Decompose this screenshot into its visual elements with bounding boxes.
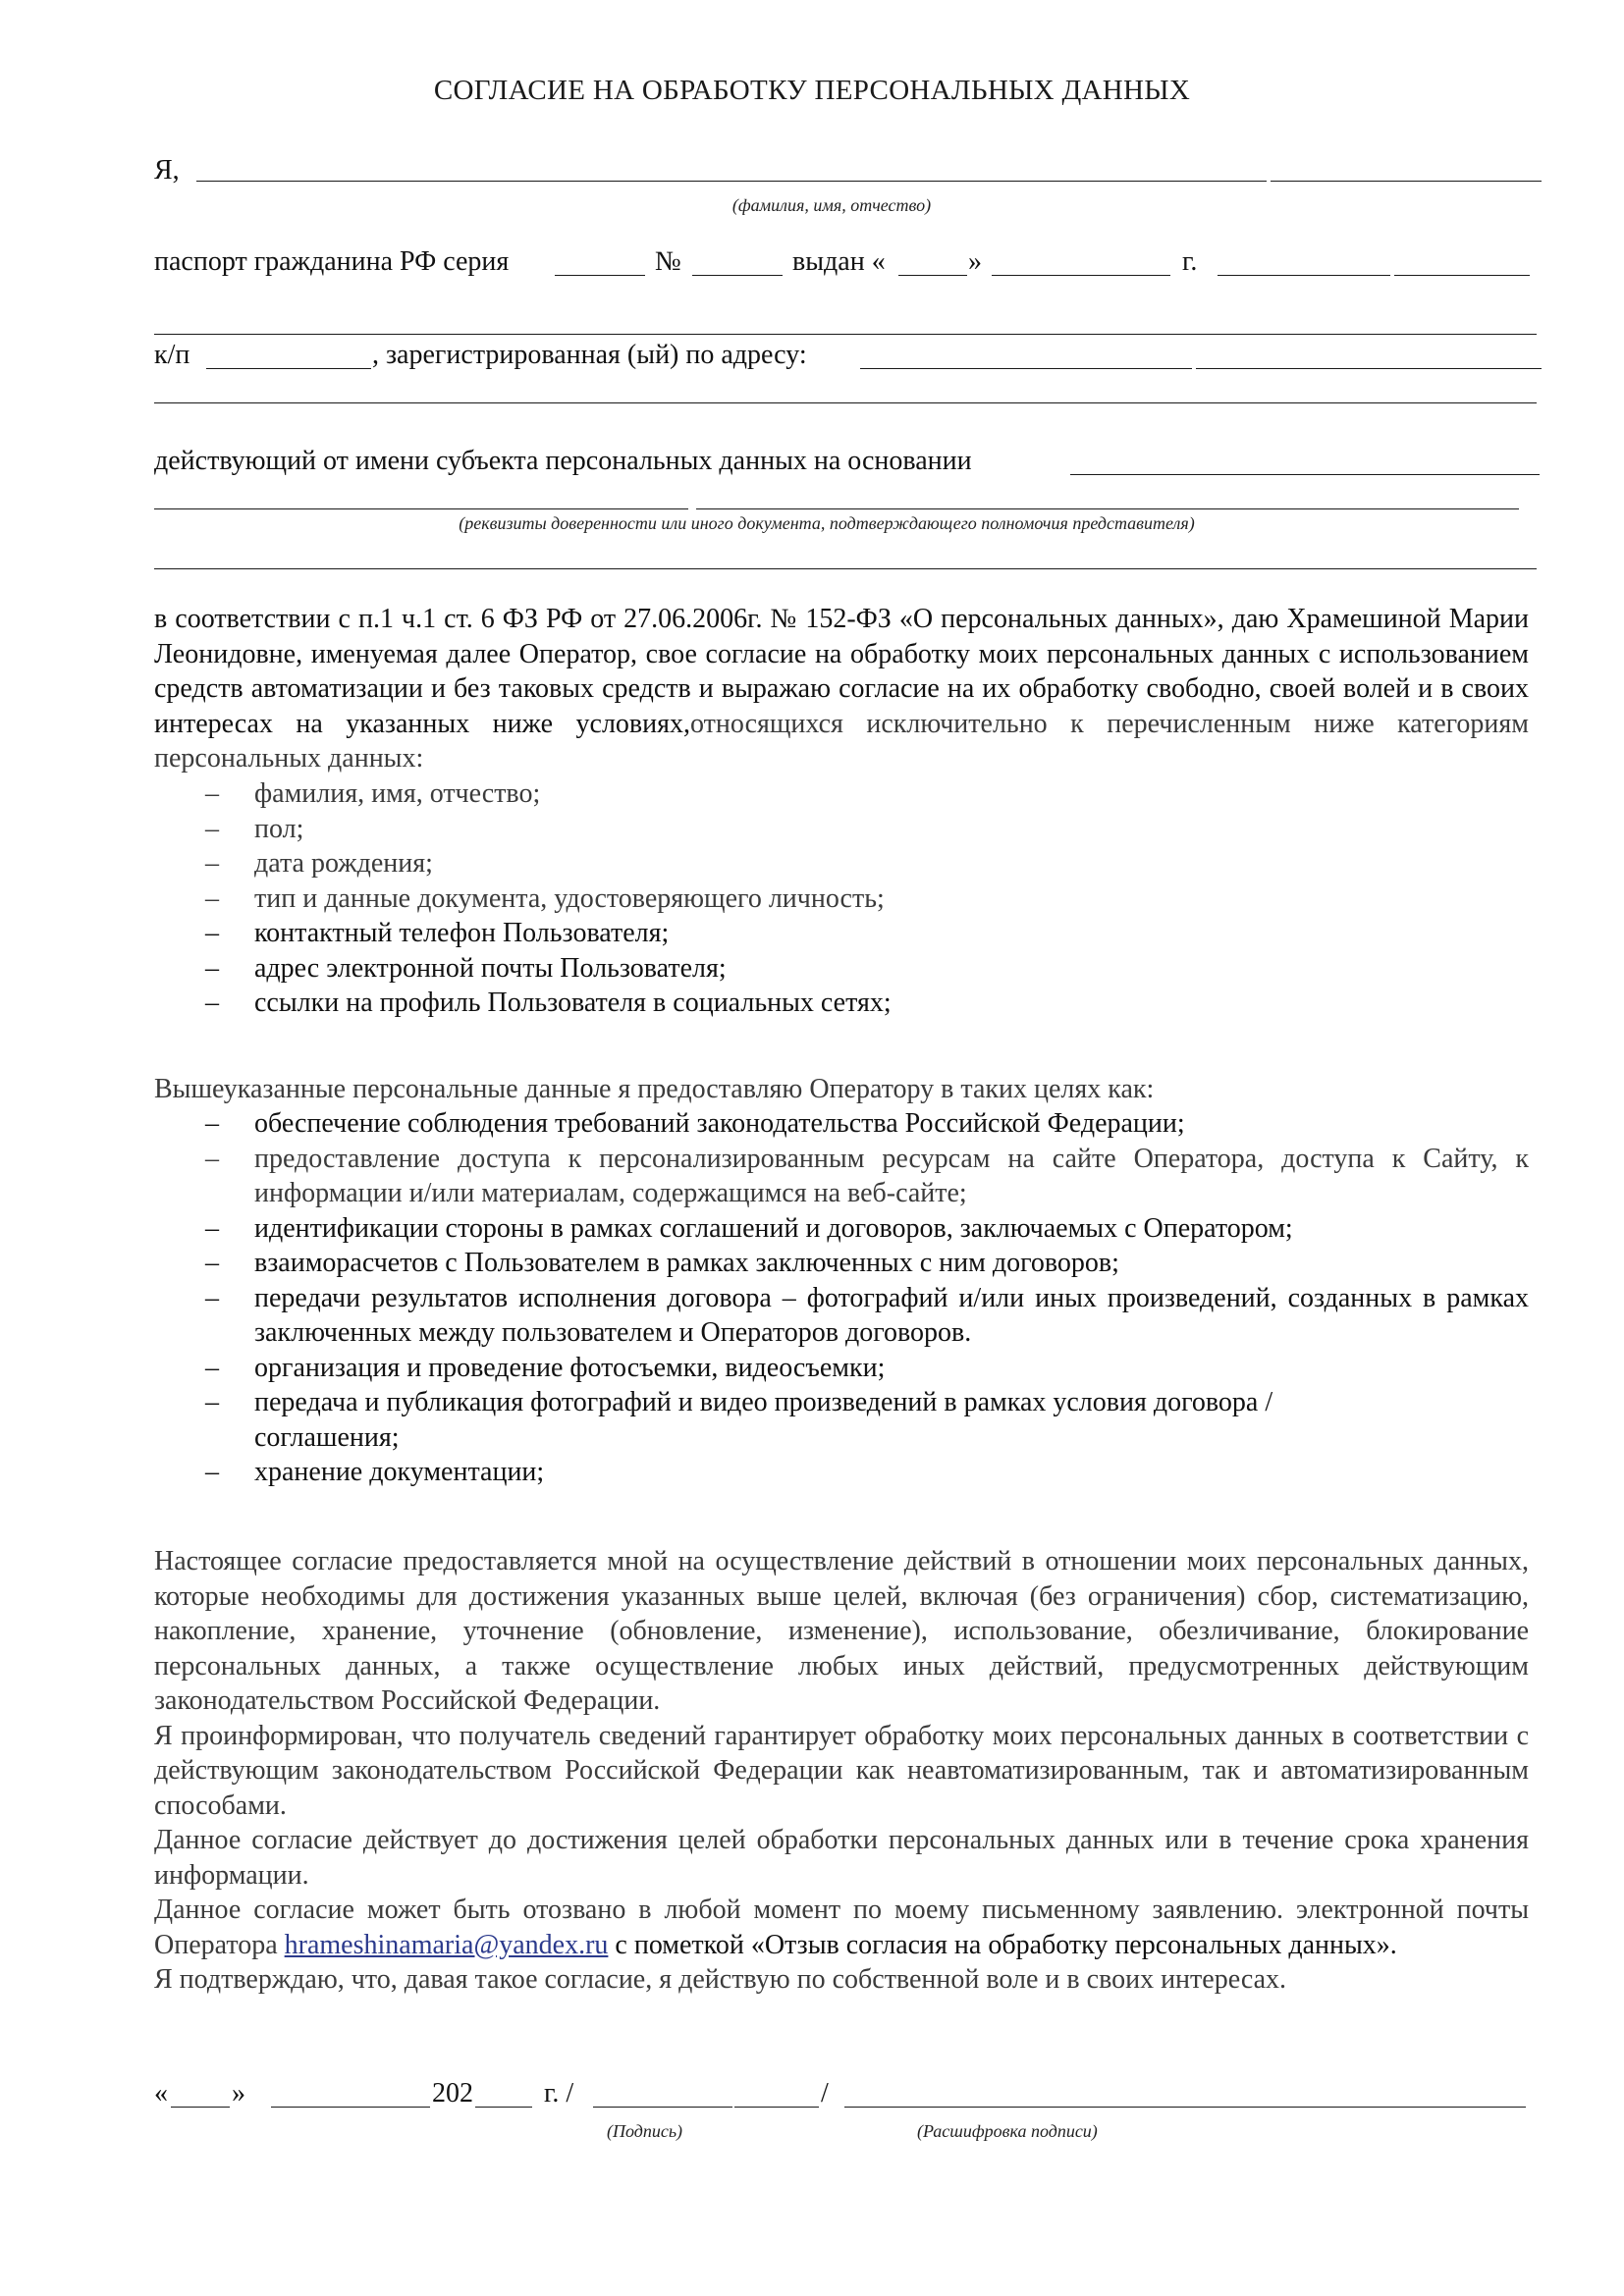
- dash-bullet: –: [205, 778, 219, 809]
- list-item: – тип и данные документа, удостоверяющего личность;: [154, 881, 1529, 917]
- dash-bullet: –: [205, 848, 219, 879]
- date-close-quote: »: [232, 2078, 245, 2109]
- basis-field[interactable]: [1070, 474, 1540, 475]
- list-item: – обеспечение соблюдения требований законодательства Российской Федерации;: [154, 1106, 1529, 1142]
- year-suffix: г. /: [544, 2078, 574, 2109]
- hint-decoding: (Расшифровка подписи): [917, 2121, 1098, 2141]
- list-item: – ссылки на профиль Пользователя в социальных сетях;: [154, 986, 1529, 1021]
- issued-month-field[interactable]: [992, 275, 1170, 276]
- dash-bullet: –: [205, 952, 219, 984]
- dash-bullet: –: [205, 1457, 219, 1487]
- year-prefix: 202: [432, 2078, 473, 2109]
- consent-text: в соответствии с п.1 ч.1 ст. 6 ФЗ РФ от 27.06.2006г. № 152-ФЗ «О персональных данных», даю Храмешиной Марии Леонидовне, именуемая далее Оператор, свое согласие на обработку моих персональных данных с использованием средств автоматизации и без таковых средств и выражаю согласие на их обработку свободно, своей волей и в своих интересах на указанных ниже: [154, 604, 1529, 739]
- issued-by-continuation[interactable]: [154, 334, 1537, 335]
- signature-decoding-field[interactable]: [844, 2107, 1526, 2108]
- list-item: – дата рождения;: [154, 846, 1529, 881]
- passport-label: паспорт гражданина РФ серия: [154, 246, 510, 277]
- kp-label: к/п: [154, 340, 190, 370]
- signature-year-field[interactable]: [475, 2107, 532, 2108]
- dash-bullet: –: [205, 988, 219, 1018]
- address-continuation[interactable]: [154, 402, 1537, 403]
- paragraph-consent-actions: Настоящее согласие предоставляется мной на осуществление действий в отношении моих персональных данных, которые необходимы для достижения указанных выше целей, включая (без ограничения) сбор, систематизацию, накопление, хранение, уточнение (обновление, изменение), использование, обезличивание, блокирование персональных данных, а также осуществление любых иных действий, предусмотренных действующим законодательством Российской Федерации.: [154, 1546, 1529, 1716]
- dash-bullet: –: [205, 1282, 219, 1313]
- acting-label: действующий от имени субъекта персональных данных на основании: [154, 446, 972, 476]
- requisites-continuation[interactable]: [154, 568, 1537, 569]
- issued-label: выдан «: [792, 246, 886, 277]
- hint-signature: (Подпись): [607, 2121, 683, 2141]
- prefix-ya: Я,: [154, 155, 180, 186]
- consent-categories-intro: относящихся исключительно к перечисленным ниже категориям персональных данных:: [154, 708, 1530, 774]
- paragraph-confirmation: Я подтверждаю, что, давая такое согласие, я действую по собственной воле и в своих интересах.: [154, 1964, 1287, 1995]
- passport-number-field[interactable]: [692, 275, 783, 276]
- dash-bullet: –: [205, 1387, 219, 1417]
- list-item: – адрес электронной почты Пользователя;: [154, 951, 1529, 987]
- dash-bullet: –: [205, 1248, 219, 1278]
- consent-paragraph: [154, 602, 1529, 776]
- list-item: – пол;: [154, 812, 1529, 847]
- document-title: СОГЛАСИЕ НА ОБРАБОТКУ ПЕРСОНАЛЬНЫХ ДАННЫХ: [433, 75, 1191, 106]
- dash-bullet: –: [205, 1352, 219, 1383]
- dash-bullet: –: [205, 1108, 219, 1139]
- hint-requisites: (реквизиты доверенности или иного документа, подтверждающего полномочия представителя): [459, 513, 1195, 533]
- list-item: – идентификации стороны в рамках соглашений и договоров, заключаемых с Оператором;: [154, 1211, 1529, 1247]
- basis-continuation-a[interactable]: [154, 508, 688, 509]
- kp-field[interactable]: [206, 368, 371, 369]
- list-item: – контактный телефон Пользователя;: [154, 916, 1529, 951]
- dash-bullet: –: [205, 1212, 219, 1244]
- signature-field-extra[interactable]: [734, 2107, 819, 2108]
- purposes-list: [154, 1106, 1529, 1490]
- basis-continuation-b[interactable]: [696, 508, 1519, 509]
- issued-close-quote: »: [968, 246, 982, 277]
- issued-by-field-extra[interactable]: [1394, 275, 1530, 276]
- closing-paragraphs: [154, 1544, 1529, 1998]
- dash-bullet: –: [205, 918, 219, 948]
- signature-slash: /: [821, 2078, 829, 2109]
- dash-bullet: –: [205, 813, 219, 844]
- address-field-extra[interactable]: [1196, 368, 1542, 369]
- paragraph-validity: Данное согласие действует до достижения целей обработки персональных данных или в течение срока хранения информации.: [154, 1825, 1529, 1891]
- paragraph-revocation: Данное согласие может быть отозвано в любой момент по моему письменному заявлению. электронной почты Оператора hrameshinamaria@yandex.ru с пометкой «Отзыв согласия на обработку персональных данных».: [154, 1895, 1529, 1960]
- purposes-intro: Вышеуказанные персональные данные я предоставляю Оператору в таких целях как:: [154, 1074, 1155, 1104]
- signature-day-field[interactable]: [171, 2107, 230, 2108]
- issued-by-field[interactable]: [1218, 275, 1390, 276]
- registered-label: , зарегистрированная (ый) по адресу:: [372, 340, 807, 370]
- fio-field[interactable]: [196, 181, 1267, 182]
- operator-email-link[interactable]: hrameshinamaria@yandex.ru: [284, 1929, 609, 1960]
- signature-field[interactable]: [593, 2107, 732, 2108]
- list-item: – передачи результатов исполнения договора – фотографий и/или иных произведений, созданных в рамках заключенных между пользователем и Операторов договоров.: [205, 1282, 1529, 1348]
- list-item: – предоставление доступа к персонализированным ресурсам на сайте Оператора, доступа к Сайту, к информации и/или материалам, содержащимся на веб-сайте;: [205, 1143, 1529, 1208]
- address-field[interactable]: [860, 368, 1192, 369]
- hint-fio: (фамилия, имя, отчество): [731, 195, 932, 215]
- list-item: – взаиморасчетов с Пользователем в рамках заключенных с ним договоров;: [154, 1246, 1529, 1281]
- list-item: – организация и проведение фотосъемки, видеосъемки;: [154, 1351, 1529, 1386]
- categories-list: [154, 776, 1529, 1021]
- issued-day-field[interactable]: [898, 275, 967, 276]
- consent-conditions-word: условиях,: [575, 708, 691, 739]
- fio-field-extra[interactable]: [1271, 181, 1542, 182]
- list-item: – фамилия, имя, отчество;: [154, 776, 1529, 812]
- signature-month-field[interactable]: [271, 2107, 430, 2108]
- paragraph-informed: Я проинформирован, что получатель сведений гарантирует обработку моих персональных данных в соответствии с действующим законодательством Российской Федерации как неавтоматизированным, так и автоматизированным способами.: [154, 1720, 1529, 1821]
- list-item: – передача и публикация фотографий и видео произведений в рамках условия договора / соглашения;: [205, 1387, 1273, 1453]
- date-open-quote: «: [154, 2078, 168, 2109]
- dash-bullet: –: [205, 882, 219, 914]
- dash-bullet: –: [205, 1143, 219, 1174]
- passport-series-field[interactable]: [555, 275, 645, 276]
- year-label: г.: [1182, 246, 1198, 277]
- list-item: – хранение документации;: [154, 1455, 1529, 1490]
- number-label: №: [655, 246, 681, 277]
